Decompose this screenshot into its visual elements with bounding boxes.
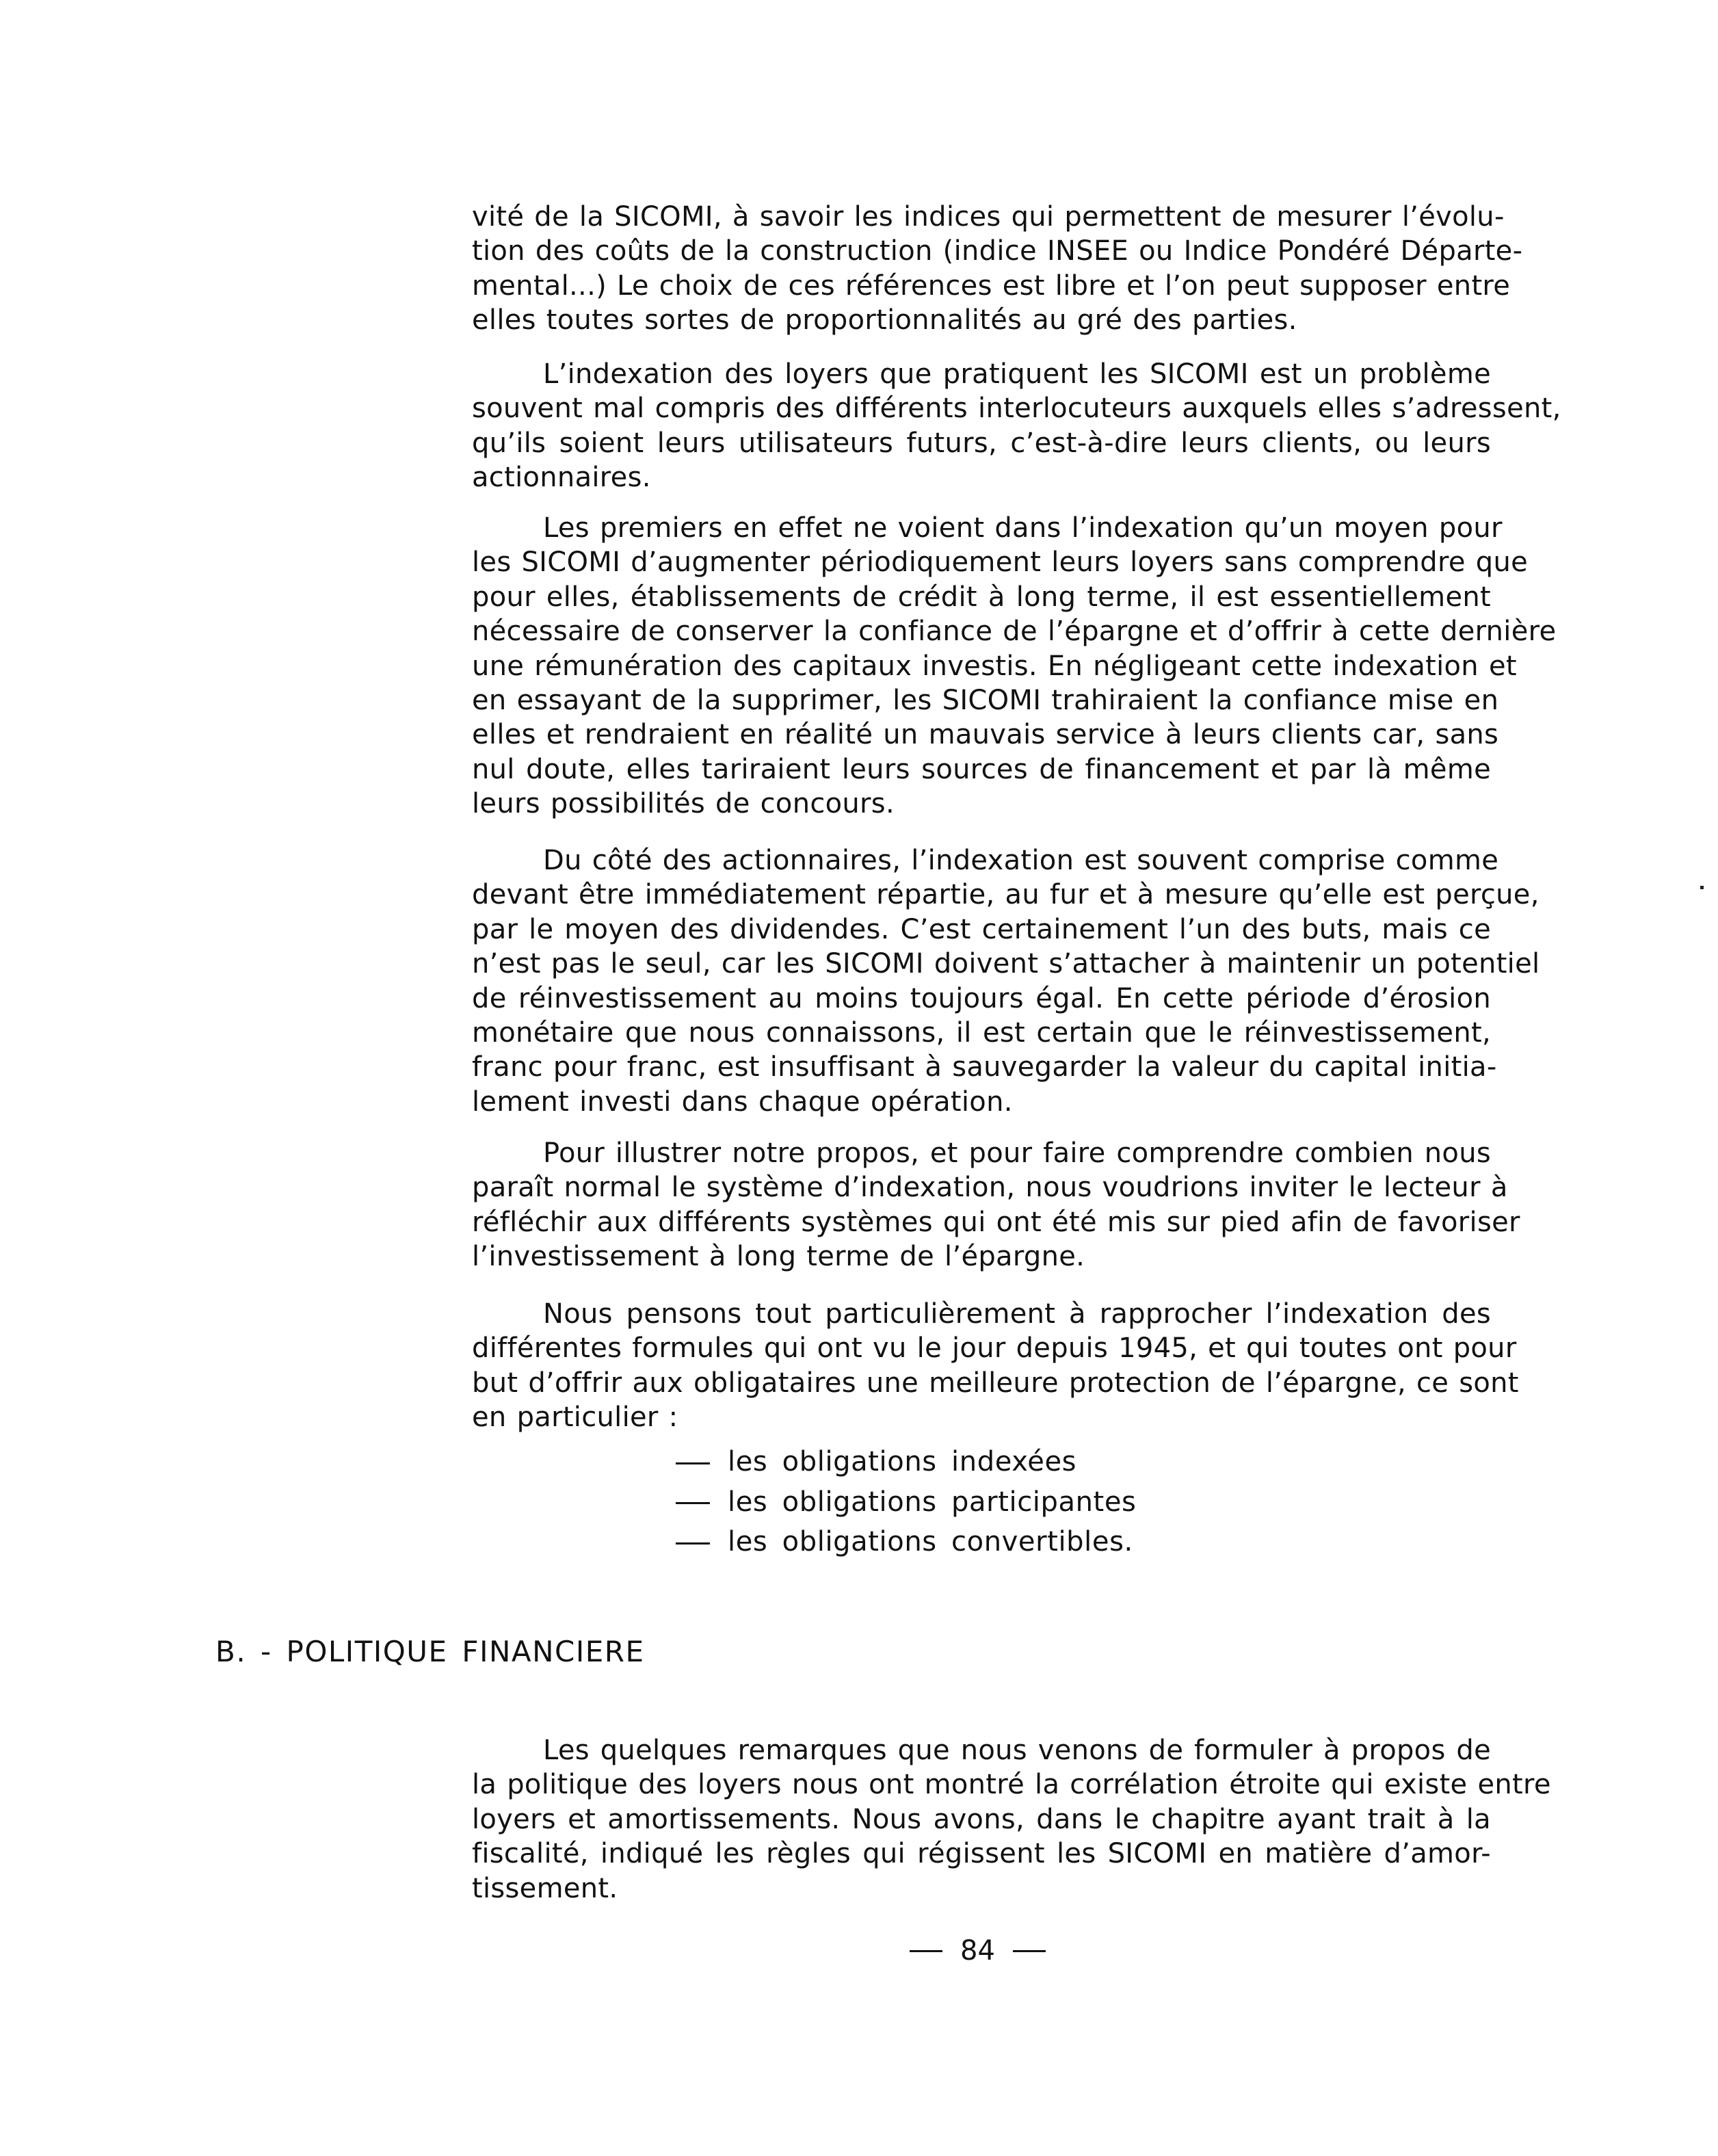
page-number-value: 84 (960, 1935, 995, 1967)
text-line: en essayant de la supprimer, les SICOMI trahiraient la confiance mise en (472, 684, 1499, 716)
text-line: lement investi dans chaque opération. (472, 1086, 1013, 1118)
text-line: paraît normal le système d’indexation, nous voudrions inviter le lecteur à (472, 1172, 1508, 1204)
paragraph-2 (472, 357, 1561, 495)
text-line: Nous pensons tout particulièrement à rapprocher l’indexation des (543, 1298, 1491, 1330)
text-line: l’investissement à long terme de l’épargne. (472, 1241, 1085, 1273)
text-line: actionnaires. (472, 462, 651, 494)
paragraph-5 (472, 1136, 1520, 1274)
paragraph-3 (472, 511, 1557, 821)
text-line: souvent mal compris des différents interlocuteurs auxquels elles s’adressent, (472, 393, 1561, 425)
em-dash-bullet-icon (676, 1502, 710, 1504)
text-line: vité de la SICOMI, à savoir les indices qui permettent de mesurer l’évolu- (472, 201, 1505, 233)
text-line: Pour illustrer notre propos, et pour faire comprendre combien nous (543, 1138, 1491, 1169)
text-line: monétaire que nous connaissons, il est certain que le réinvestissement, (472, 1016, 1491, 1049)
text-line: la politique des loyers nous ont montré la corrélation étroite qui existe entre (472, 1769, 1551, 1801)
list-item (676, 1482, 1136, 1523)
text-line: elles toutes sortes de proportionnalités au gré des parties. (472, 304, 1297, 337)
em-dash-icon (910, 1950, 942, 1952)
obligations-list (676, 1442, 1136, 1562)
em-dash-bullet-icon (676, 1542, 710, 1544)
text-line: mental...) Le choix de ces références est libre et l’on peut supposer entre (472, 270, 1511, 302)
text-line: les SICOMI d’augmenter périodiquement leurs loyers sans comprendre que (472, 547, 1529, 579)
text-line: réfléchir aux différents systèmes qui ont été mis sur pied afin de favoriser (472, 1206, 1520, 1238)
text-line: leurs possibilités de concours. (472, 788, 895, 820)
section-heading: B. - POLITIQUE FINANCIERE (215, 1635, 645, 1668)
paragraph-1 (472, 200, 1523, 338)
page-number (910, 1930, 1046, 1971)
list-item-label: les obligations indexées (728, 1446, 1077, 1477)
text-line: pour elles, établissements de crédit à long terme, il est essentiellement (472, 581, 1491, 613)
text-line: L’indexation des loyers que pratiquent les SICOMI est un problème (543, 358, 1491, 390)
text-line: tion des coûts de la construction (indice INSEE ou Indice Pondéré Départe- (472, 235, 1523, 267)
text-line: Les premiers en effet ne voient dans l’indexation qu’un moyen pour (543, 512, 1503, 544)
em-dash-icon (1013, 1950, 1046, 1952)
text-line: de réinvestissement au moins toujours égal. En cette période d’érosion (472, 982, 1491, 1014)
list-item (676, 1522, 1136, 1562)
text-line: franc pour franc, est insuffisant à sauvegarder la valeur du capital initia- (472, 1051, 1497, 1083)
text-line: n’est pas le seul, car les SICOMI doivent s’attacher à maintenir un potentiel (472, 948, 1540, 980)
em-dash-bullet-icon (676, 1462, 710, 1464)
text-line: Les quelques remarques que nous venons de formuler à propos de (543, 1735, 1491, 1766)
text-line: qu’ils soient leurs utilisateurs futurs, c’est-à-dire leurs clients, ou leurs (472, 427, 1491, 459)
text-line: une rémunération des capitaux investis. En négligeant cette indexation et (472, 650, 1517, 682)
text-line: devant être immédiatement répartie, au fur et à mesure qu’elle est perçue, (472, 879, 1539, 911)
list-item (676, 1442, 1136, 1482)
paragraph-6 (472, 1297, 1519, 1435)
text-line: en particulier : (472, 1402, 678, 1434)
text-line: tissement. (472, 1872, 618, 1904)
text-line: loyers et amortissements. Nous avons, dans le chapitre ayant trait à la (472, 1803, 1491, 1835)
list-item-label: les obligations participantes (728, 1486, 1137, 1518)
text-line: but d’offrir aux obligataires une meilleure protection de l’épargne, ce sont (472, 1367, 1519, 1399)
paragraph-7 (472, 1733, 1551, 1906)
text-line: nécessaire de conserver la confiance de l’épargne et d’offrir à cette dernière (472, 616, 1557, 648)
text-line: par le moyen des dividendes. C’est certainement l’un des buts, mais ce (472, 913, 1491, 945)
text-line: fiscalité, indiqué les règles qui régissent les SICOMI en matière d’amor- (472, 1838, 1491, 1870)
text-line: nul doute, elles tariraient leurs sources de financement et par là même (472, 753, 1491, 785)
text-line: différentes formules qui ont vu le jour depuis 1945, et qui toutes ont pour (472, 1332, 1517, 1365)
text-line: Du côté des actionnaires, l’indexation est souvent comprise comme (543, 845, 1499, 876)
text-line: elles et rendraient en réalité un mauvais service à leurs clients car, sans (472, 719, 1499, 751)
scan-speck (1700, 886, 1704, 889)
list-item-label: les obligations convertibles. (728, 1526, 1133, 1557)
paragraph-4 (472, 843, 1540, 1119)
